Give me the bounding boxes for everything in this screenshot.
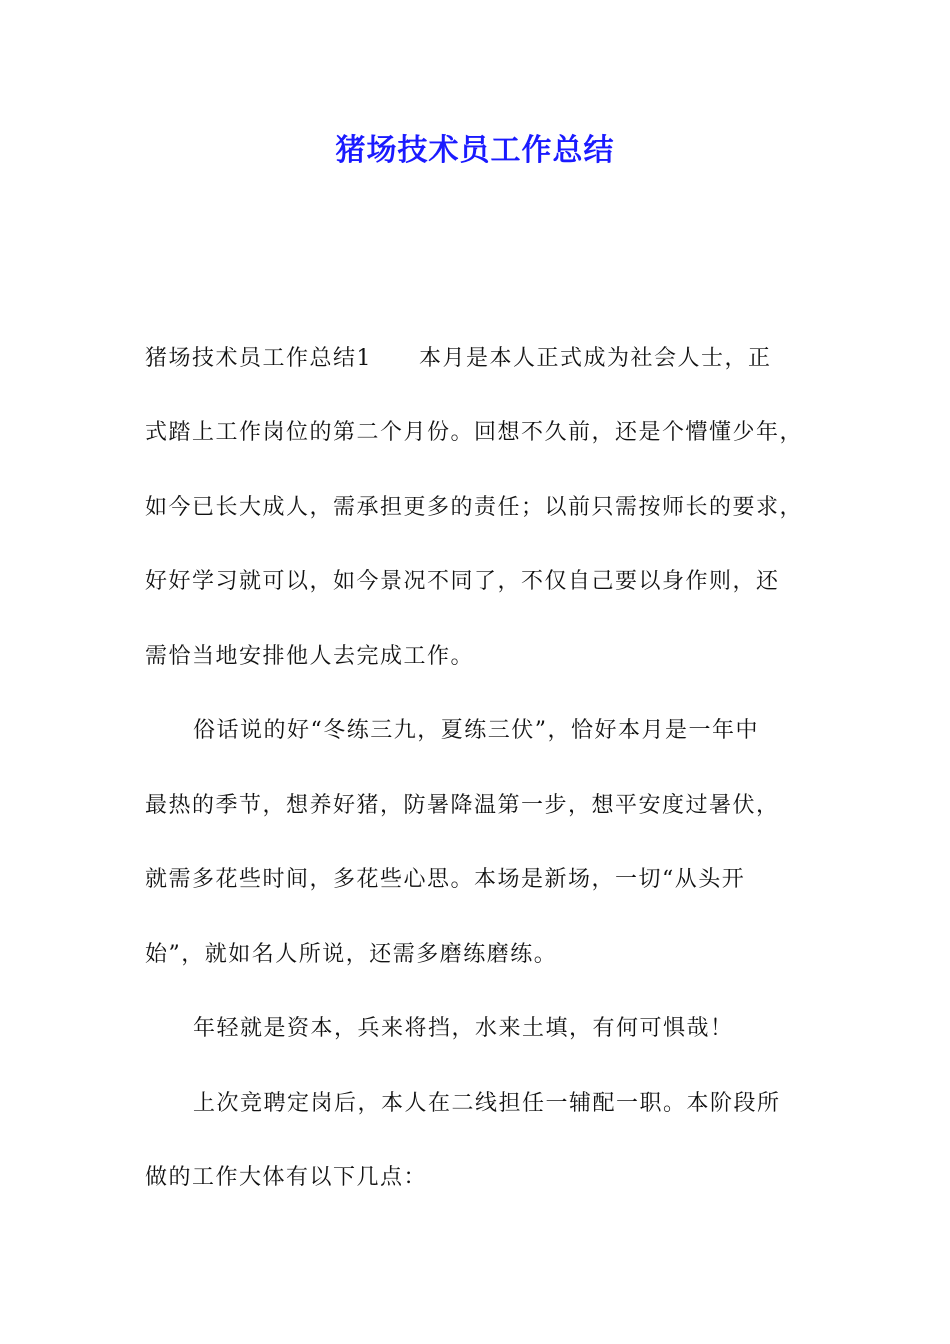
body-line-4: 好好学习就可以，如今景况不同了，不仅自己要以身作则，还	[145, 569, 780, 594]
document-title: 猪场技术员工作总结	[335, 133, 615, 168]
body-line-6: 俗话说的好“冬练三九，夏练三伏”，恰好本月是一年中	[193, 718, 759, 743]
body-line-12: 做的工作大体有以下几点：	[145, 1165, 428, 1190]
body-line-8: 就需多花些时间，多花些心思。本场是新场，一切“从头开	[145, 867, 746, 892]
body-line-11: 上次竞聘定岗后，本人在二线担任一辅配一职。本阶段所	[193, 1091, 781, 1116]
body-line-1: 猪场技术员工作总结1 本月是本人正式成为社会人士，正	[145, 346, 772, 371]
body-line-7: 最热的季节，想养好猪，防暑降温第一步，想平安度过暑伏，	[145, 793, 780, 818]
body-line-2: 式踏上工作岗位的第二个月份。回想不久前，还是个懵懂少年，	[145, 420, 804, 445]
body-line-5: 需恰当地安排他人去完成工作。	[145, 644, 475, 669]
body-line-10: 年轻就是资本，兵来将挡，水来土填，有何可惧哉！	[193, 1016, 734, 1041]
body-line-3: 如今已长大成人，需承担更多的责任；以前只需按师长的要求，	[145, 495, 804, 520]
body-line-9: 始”，就如名人所说，还需多磨练磨练。	[145, 942, 558, 967]
